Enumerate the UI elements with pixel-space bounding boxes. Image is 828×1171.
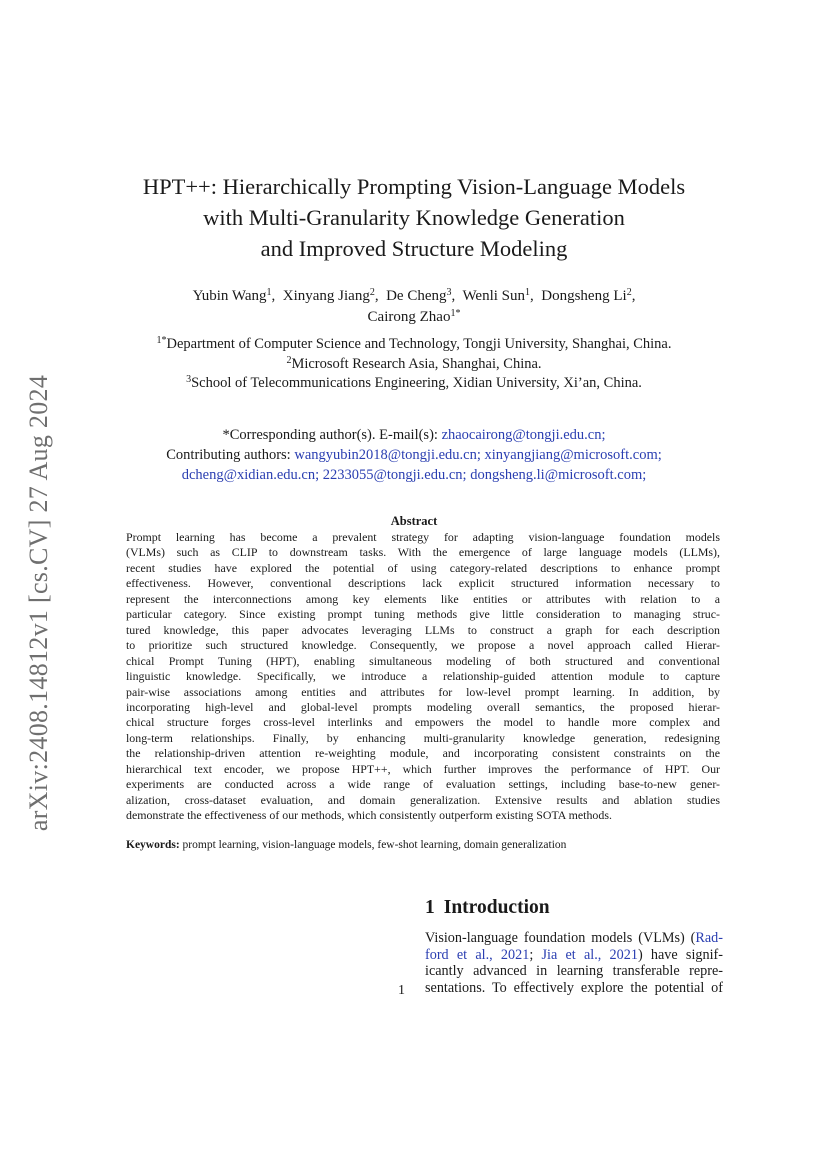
keywords-text: prompt learning, vision-language models, few-shot learning, domain generalization (182, 839, 567, 851)
author-name: Cairong Zhao (367, 309, 451, 325)
abstract-line: experiments are conducted across a wide range of evaluation settings, including base-to-new gener- (126, 777, 720, 792)
author-affiliation-mark: 3 (446, 287, 452, 298)
abstract-line: tured knowledge, this paper advocates leveraging LLMs to construct a graph for each description (126, 622, 720, 637)
section-title: Introduction (443, 897, 550, 918)
abstract-line: hierarchical text encoder, we propose HPT++, which further improves the performance of HPT. Our (126, 761, 720, 776)
email-link[interactable]: xinyangjiang@microsoft.com; (484, 447, 662, 463)
abstract-heading: Abstract (390, 514, 438, 528)
citation-link[interactable]: Rad- (695, 930, 723, 946)
abstract-line: chical structure forges cross-level interlinks and empowers the model to handle more complex and (126, 715, 720, 730)
title-line: and Improved Structure Modeling (260, 236, 568, 261)
abstract-line: demonstrate the effectiveness of our methods, which consistently outperform existing SOTA methods. (126, 808, 612, 823)
author-affiliation-mark: 1 (266, 287, 272, 298)
line-number: 1 (398, 983, 405, 998)
author-affiliation-mark: 2 (369, 287, 375, 298)
keywords-line (126, 839, 566, 851)
email-link[interactable]: dongsheng.li@microsoft.com; (470, 467, 647, 483)
affiliation-mark: 2 (286, 354, 292, 366)
author-name: Dongsheng Li (541, 288, 627, 304)
intro-text: Vision-language foundation models (VLMs) ( (425, 930, 696, 946)
abstract-line: particular category. Since existing prompt tuning methods give little consideration to managing struc- (126, 607, 720, 622)
arxiv-id-text: arXiv:2408.14812v1 [cs.CV] 27 Aug 2024 (24, 374, 54, 831)
paper-title (0, 171, 828, 264)
abstract-body (126, 530, 720, 824)
affiliation-list (0, 335, 828, 394)
title-line: with Multi-Granularity Knowledge Generation (203, 205, 625, 230)
intro-text: ) have signif- (637, 946, 723, 963)
abstract-line: the relationship-driven attention re-weighting module, and incorporating consistent constraints on the (126, 746, 720, 761)
intro-line (425, 947, 723, 964)
introduction-paragraph (425, 930, 723, 996)
abstract-line: chical Prompt Tuning (HPT), enabling simultaneous modeling of both structured and conventional (126, 653, 720, 668)
author-affiliation-mark: 2 (626, 287, 632, 298)
author-name: De Cheng (386, 288, 447, 304)
corresponding-label: *Corresponding author(s). E-mail(s): (222, 427, 438, 443)
affiliation-item (0, 335, 828, 355)
email-link[interactable]: dcheng@xidian.edu.cn; (181, 467, 320, 483)
abstract-line: pair-wise associations among entities and attributes for low-level prompt learning. In addition, by (126, 684, 720, 699)
abstract-line: alization, cross-dataset evaluation, and domain generalization. Extensive results and ablation studies (126, 792, 720, 807)
email-link[interactable]: 2233055@tongji.edu.cn; (322, 467, 467, 483)
intro-line: icantly advanced in learning transferable repre- (425, 963, 723, 979)
corresponding-author-line (0, 425, 828, 445)
abstract-line: incorporating high-level and global-level prompts modeling overall semantics, the proposed hierar- (126, 699, 720, 714)
affiliation-text: School of Telecommunications Engineering, Xidian University, Xi’an, China. (191, 375, 642, 391)
affiliation-item (0, 355, 828, 375)
affiliation-mark: 1* (156, 335, 167, 346)
contact-block (0, 425, 828, 485)
author-affiliation-mark: 1* (450, 308, 461, 319)
author-list (0, 286, 828, 328)
abstract-line: to prioritize such structured knowledge. Consequently, we propose a novel approach called Hierar- (126, 638, 720, 653)
abstract-line: (VLMs) such as CLIP to downstream tasks. With the emergence of large language models (LLMs), (126, 545, 720, 560)
author-name: Yubin Wang (192, 288, 267, 304)
citation-link[interactable]: ford et al., 2021 (425, 946, 530, 963)
contributing-authors-line (0, 465, 828, 485)
section-heading-introduction (425, 897, 550, 919)
intro-text: ; (529, 946, 542, 963)
author-affiliation-mark: 1 (525, 287, 531, 298)
author-line-1: Yubin Wang$^1$, Xinyang Jiang$^2$, De Cheng$^3$, Wenli Sun$^1$, Dongsheng Li$^2$, (192, 287, 636, 304)
abstract-line: linguistic knowledge. Specifically, we introduce a relationship-guided attention module to capture (126, 669, 720, 684)
intro-line (425, 930, 723, 947)
email-link[interactable]: wangyubin2018@tongji.edu.cn; (294, 447, 481, 463)
intro-line: sentations. To effectively explore the potential of (425, 979, 723, 996)
affiliation-mark: 3 (186, 374, 192, 385)
abstract-line: Prompt learning has become a prevalent strategy for adapting vision-language foundation models (126, 530, 720, 544)
citation-link[interactable]: Jia et al., 2021 (541, 946, 638, 963)
affiliation-text: Microsoft Research Asia, Shanghai, China. (291, 355, 542, 372)
affiliation-item (0, 374, 828, 394)
contributing-label: Contributing authors: (166, 447, 291, 463)
abstract-line: represent the interconnections among key elements like entities or attributes with relation to a (126, 591, 720, 606)
author-name: Xinyang Jiang (282, 288, 370, 304)
author-name: Wenli Sun (462, 288, 526, 304)
affiliation-text: Department of Computer Science and Technology, Tongji University, Shanghai, China. (166, 336, 672, 352)
title-line: HPT++: Hierarchically Prompting Vision-Language Models (142, 174, 686, 199)
author-line-2 (0, 307, 828, 328)
abstract-line: long-term relationships. Finally, by enhancing multi-granularity knowledge generation, redesigning (126, 730, 720, 745)
abstract-line: effectiveness. However, conventional descriptions lack explicit structured information necessary to (126, 576, 720, 591)
keywords-label: Keywords: (126, 839, 180, 851)
corresponding-email-link[interactable]: zhaocairong@tongji.edu.cn; (441, 427, 606, 443)
abstract-line: recent studies have explored the potential of using category-related descriptions to enhance prompt (126, 560, 720, 575)
section-number: 1 (425, 897, 435, 918)
contributing-authors-line (0, 445, 828, 465)
